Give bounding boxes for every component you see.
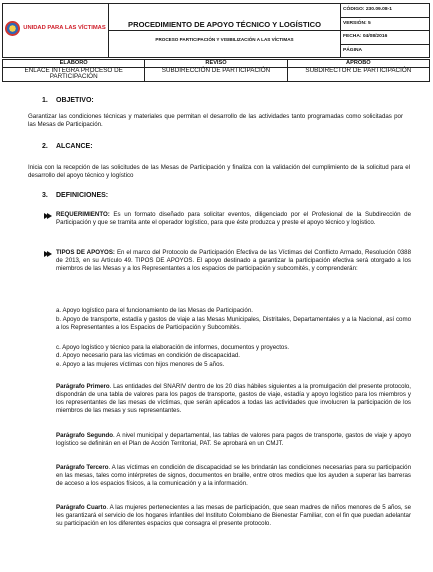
section-title-alcance: ALCANCE:: [56, 143, 93, 150]
meta-cell: [341, 4, 430, 58]
aprobo-header: APROBÓ: [287, 60, 429, 68]
elaboro-value: ENLACE INTEGRA PROCESO DE PARTICIPACIÓN: [3, 67, 145, 81]
logo-text-highlight: LAS VÍCTIMAS: [64, 25, 106, 31]
tipos-apoyos-label: TIPOS DE APOYOS:: [56, 249, 115, 256]
paragrafo-tercero: [56, 464, 411, 488]
unidad-victimas-logo: [5, 21, 105, 36]
apoyo-item-e: e. Apoyo a las mujeres víctimas con hijos menores de 5 años.: [56, 361, 225, 368]
bullet-arrow-icon: [44, 250, 52, 258]
section-title-objetivo: OBJETIVO:: [56, 97, 94, 104]
paragrafo-primero-text: . Las entidades del SNARIV dentro de los 20 días hábiles siguientes a la promulgación del presente protocolo, dispondrán de una tabla de valores para los pagos de transporte, gastos de viaje, estadía y apoyo logístico para los miembros y los representantes de las mesas de víctimas, que serán aplicados a todas las actividades que involucren la participación de los miembros de las mesas y sus representantes.: [56, 383, 411, 414]
document-version: VERSIÓN: 5: [341, 18, 429, 32]
elaboro-header: ELABORÓ: [3, 60, 145, 68]
paragrafo-cuarto: [56, 504, 411, 528]
section-number-3: 3.: [42, 192, 48, 199]
requerimiento-definition: [56, 211, 411, 227]
requerimiento-text: Es un formato diseñado para solicitar eventos, diligenciado por el Profesional de la Subdirección de Participación y que se tramita ante el operador logístico, para que éste produzca y preste el apoyo técnico y logístico.: [56, 211, 411, 226]
logo-text-prefix: UNIDAD PARA: [23, 25, 65, 31]
apoyo-item-c: c. Apoyo logístico y técnico para la elaboración de informes, documentos y proyectos.: [56, 344, 290, 351]
paragrafo-segundo: [56, 432, 411, 448]
paragrafo-segundo-text: . A nivel municipal y departamental, las tablas de valores para pagos de transporte, gastos de viaje y apoyo logístico se definirán en el Plan de Acción Territorial, PAT. Se aprobará en un CMJT.: [56, 432, 411, 447]
paragrafo-primero: [56, 383, 411, 415]
paragrafo-tercero-text: . A las víctimas en condición de discapacidad se les brindarán las condiciones necesarias para su participación en las mesas, tales como intérpretes de signos, documentos en braille, entre otros medios que los ayuden a superar las barreras de acceso a los espacios físicos, a la comunicación y a la información.: [56, 464, 411, 487]
section-number-1: 1.: [42, 97, 48, 104]
reviso-value: SUBDIRECCIÓN DE PARTICIPACIÓN: [145, 67, 287, 81]
approval-table: [2, 59, 430, 82]
document-title: PROCEDIMIENTO DE APOYO TÉCNICO Y LOGÍSTICO: [128, 19, 321, 29]
reviso-header: REVISÓ: [145, 60, 287, 68]
requerimiento-label: REQUERIMIENTO:: [56, 211, 110, 218]
bullet-arrow-icon: [44, 212, 52, 220]
alcance-text: Inicia con la recepción de las solicitudes de las Mesas de Participación y finaliza con la validación del cumplimiento de la solicitud para el desarrollo del apoyo técnico y logístico: [28, 164, 410, 179]
paragrafo-primero-label: Parágrafo Primero: [56, 383, 110, 390]
colombia-seal-icon: [5, 21, 20, 36]
apoyo-item-a: a. Apoyo logístico para el funcionamiento de las Mesas de Participación.: [56, 307, 253, 314]
document-code: CÓDIGO: 230.09.08-1: [341, 4, 429, 18]
document-page: PÁGINA: [343, 47, 363, 53]
paragrafo-tercero-label: Parágrafo Tercero: [56, 464, 109, 471]
objetivo-text: Garantizar las condiciones técnicas y materiales que permitan el desarrollo de las actividades tanto programadas como solicitadas por las Mesas de Participación.: [28, 113, 403, 128]
logo-cell: [3, 4, 109, 58]
tipos-apoyos-text: En el marco del Protocolo de Participación Efectiva de las Víctimas del Conflicto Armado, Resolución 0388 de 2013, en su Artículo 49. TIPOS DE APOYOS. El apoyo destinado a garantizar la participación efectiva será otorgado a los miembros de las Mesas y a los Representantes a los espacios de participación y subcomités, y comprenderán:: [56, 249, 411, 272]
tipos-apoyos-definition: [56, 249, 411, 273]
process-subtitle: PROCESO PARTICIPACIÓN Y VISIBILIZACIÓN A LAS VÍCTIMAS: [109, 30, 340, 46]
paragrafo-cuarto-text: . A las mujeres pertenecientes a las mesas de participación, que sean madres de niños menores de 5 años, se les garantizará el servicio de los hogares infantiles del Instituto Colombiano de Bienestar Familiar, con el fin que puedan adelantar su participación en los diferentes espacios que consagra el presente protocolo.: [56, 504, 411, 527]
title-cell: [109, 4, 341, 58]
apoyo-item-b: b. Apoyo de transporte, estadía y gastos de viaje a las Mesas Municipales, Distritales, Departamentales y a la Nacional, así como a los Representantes a los Espacios de Participación y Subcomités.: [56, 316, 411, 331]
paragrafo-cuarto-label: Parágrafo Cuarto: [56, 504, 107, 511]
section-title-definiciones: DEFINICIONES:: [56, 192, 109, 199]
document-date: FECHA: 04/08/2016: [341, 31, 429, 45]
paragrafo-segundo-label: Parágrafo Segundo: [56, 432, 113, 439]
section-number-2: 2.: [42, 143, 48, 150]
apoyo-item-d: d. Apoyo necesario para las víctimas en condición de discapacidad.: [56, 352, 240, 359]
aprobo-value: SUBDIRECTOR DE PARTICIPACIÓN: [287, 67, 429, 81]
document-header: [2, 3, 430, 58]
